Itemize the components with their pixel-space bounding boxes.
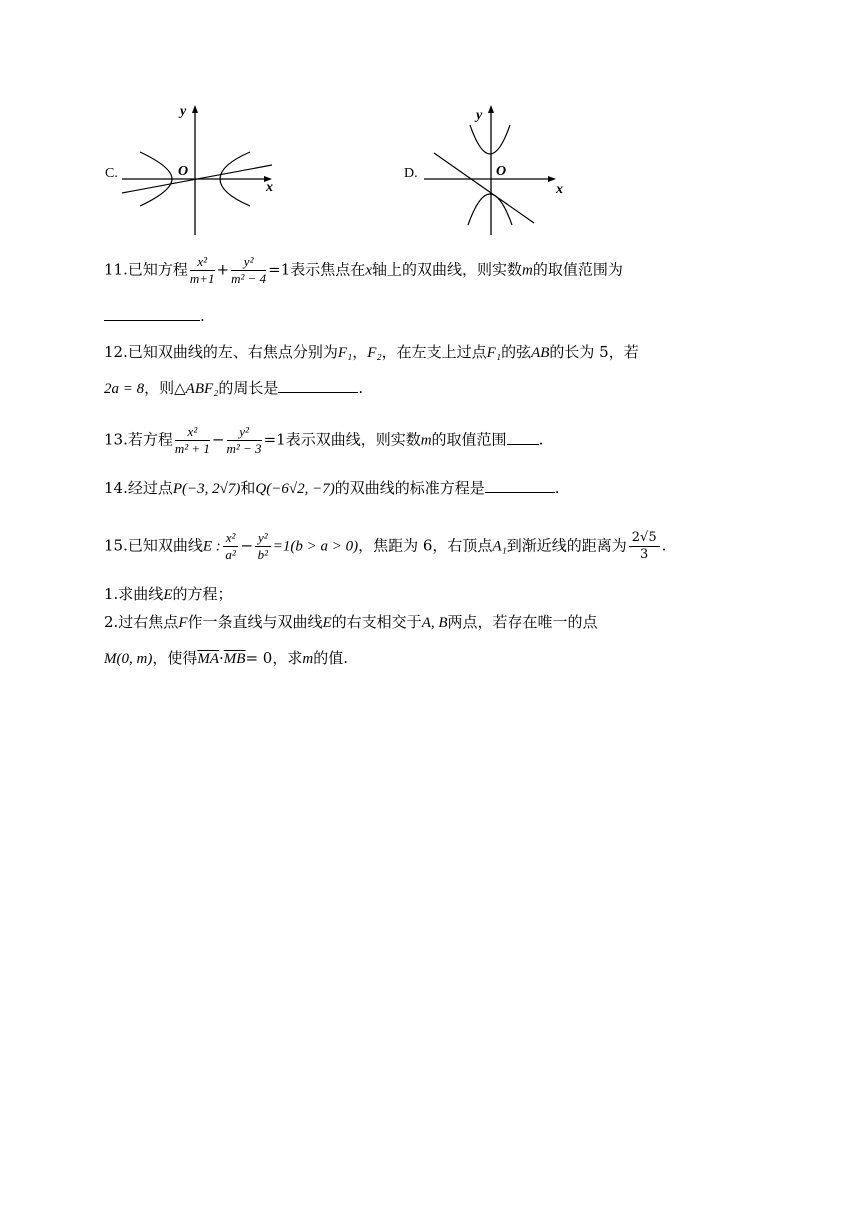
fraction: $\frac{\text{y²}}{\text{m² − 3}}$ <box>226 424 262 456</box>
sub-question-2-line1: 2.过右焦点F作一条直线与双曲线E的右支相交于A, B两点，若存在唯一的点 <box>104 613 598 631</box>
vector-ma: $\overline{MA}$ <box>197 651 220 667</box>
answer-blank[interactable] <box>485 478 555 493</box>
x-axis-arrow <box>548 176 556 182</box>
graph-d-label: D. <box>404 166 418 181</box>
origin-label: O <box>178 164 189 179</box>
upper-branch <box>470 125 510 154</box>
question-13: 13.若方程 $\frac{\text{x²}}{\text{m² + 1}}$ − $\frac{\text{y²}}{\text{m² − 3}}$ =1表示双曲线，则实数m的取值范围 . <box>104 424 544 456</box>
y-axis-label: y <box>476 108 483 123</box>
question-11: 11.已知方程 $\frac{\text{x²}}{m+1}$ + $\frac{\text{y²}}{\text{m² − 4}}$ =1表示焦点在x轴上的双曲线，则实数m的取值范围为 <box>104 254 623 286</box>
answer-blank[interactable] <box>278 378 358 393</box>
sub-question-2-line2: M(0, m)，使得$\overline{MA}\cdot\overline{MB}= 0$，求m的值. <box>104 649 348 667</box>
question-14: 14.经过点P(−3, 2√7)和Q(−6√2, −7)的双曲线的标准方程是 . <box>104 479 560 497</box>
fraction: $\frac{\text{x²}}{\text{m² + 1}}$ <box>174 424 210 456</box>
lower-branch <box>468 194 512 225</box>
y-axis-label: y <box>180 104 187 119</box>
fraction: $\frac{\text{y²}}{\text{m² − 4}}$ <box>231 254 267 286</box>
x-axis-label: x <box>556 182 563 197</box>
origin-label: O <box>496 164 507 179</box>
graph-c-label: C. <box>105 166 118 181</box>
graph-c <box>100 95 290 240</box>
fraction: $\frac{\text{y²}}{\text{b²}}$ <box>255 530 271 563</box>
graph-d <box>400 95 590 240</box>
answer-blank[interactable] <box>507 430 539 445</box>
vector-mb: $\overline{MB}$ <box>223 651 246 667</box>
fraction: $\frac{2√5}{3}$ <box>629 530 660 563</box>
sub-question-1: 1.求曲线E的方程； <box>104 585 233 603</box>
y-axis-arrow <box>488 105 494 113</box>
y-axis-arrow <box>192 105 198 113</box>
question-15: 15.已知双曲线E : $\frac{\text{x²}}{\text{a²}}$ − $\frac{\text{y²}}{\text{b²}}$ =1(b > a > 0)，焦距为 6，右顶点A₁到渐近线的距离为 $\frac{2√5}{3}$ . <box>104 530 667 562</box>
line-d <box>434 153 534 223</box>
question-11-answer: . <box>104 306 205 326</box>
answer-blank[interactable] <box>104 306 200 321</box>
question-12-line2: 2a = 8，则△ABF₂的周长是 . <box>104 379 364 397</box>
fraction: $\frac{\text{x²}}{\text{a²}}$ <box>223 530 239 563</box>
x-axis-label: x <box>266 180 273 195</box>
question-12-line1: 12.已知双曲线的左、右焦点分别为F₁，F₂，在左支上过点F₁的弦AB的长为 5，若 <box>104 343 639 361</box>
fraction: $\frac{\text{x²}}{m+1}$ <box>189 254 215 286</box>
